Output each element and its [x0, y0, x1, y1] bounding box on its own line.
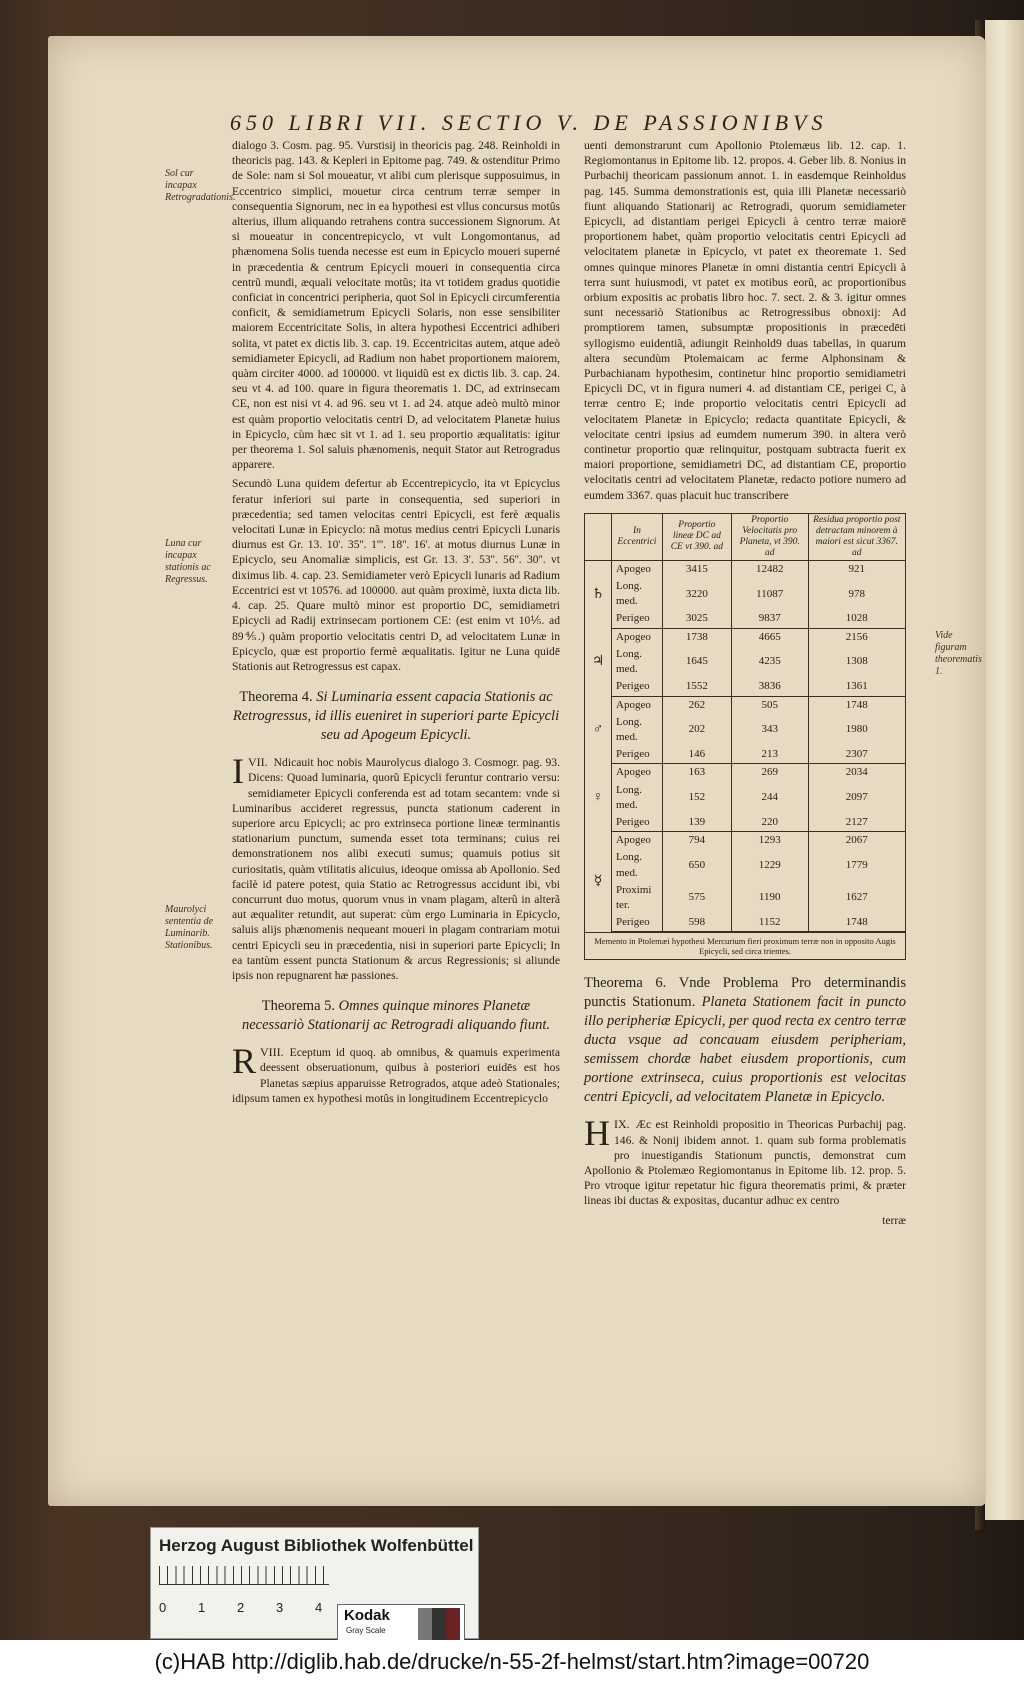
- margin-note-vide: Vide figuram theorematis 1.: [935, 630, 982, 677]
- row-label: Perigeo: [612, 814, 663, 832]
- table-cell: 2067: [808, 832, 905, 850]
- table-cell: 2127: [808, 814, 905, 832]
- gray-patch-red: [446, 1608, 460, 1642]
- table-cell: 139: [662, 814, 731, 832]
- row-label: Apogeo: [612, 764, 663, 782]
- planet-symbol: ♄: [591, 586, 605, 602]
- theorem-6-label: Theorema 6.: [584, 975, 667, 992]
- table-row: [585, 610, 905, 628]
- table-cell: 152: [662, 782, 731, 814]
- planet-symbol: ☿: [593, 874, 603, 890]
- ruler-number: 0: [159, 1600, 167, 1615]
- theorem-4-label: Theorema 4.: [239, 689, 313, 706]
- table-cell: 1748: [808, 914, 905, 932]
- row-label: Long. med.: [612, 849, 663, 881]
- section-9-dropcap: H: [584, 1113, 610, 1154]
- table-cell: 1190: [731, 882, 808, 914]
- row-label: Perigeo: [612, 678, 663, 696]
- table-cell: 978: [808, 578, 905, 610]
- table-cell: 650: [662, 849, 731, 881]
- margin-note-luna: Luna cur incapax stationis ac Regressus.: [165, 538, 211, 585]
- table-cell: 213: [731, 746, 808, 764]
- row-label: Long. med.: [612, 646, 663, 678]
- table-cell: 146: [662, 746, 731, 764]
- table-cell: 11087: [731, 578, 808, 610]
- table-row: [585, 560, 905, 578]
- planet-symbol: ♂: [592, 722, 604, 738]
- section-8-dropcap: R: [232, 1041, 257, 1082]
- table-cell: 794: [662, 832, 731, 850]
- left-paragraph-1: dialogo 3. Cosm. pag. 95. Vurstisij in theoricis pag. 248. Reinholdi in theoricis pag. 143. & Kepleri in Epitome pag. 749. & ostenditur Primo de Sole: nam si Sol moueatur, vt alibi cum plerisque supposuimus, in Eccentrico simplici, mouetur circa centrum terræ semper in consequentia Signorum, nec in ea hypothesi est vllus concursus motûs alterius, illum aliquando retrahens contra successionem Signorum. At si moueatur in concentrepicyclo, vt vult Longomontanus, ad phænomena Solis tuenda necesse est eum in Epicyclo moueri superné in præcedentia & centrum Epicycli moueri in consequentia circa centrũ mundi, æquali velocitate motûs; ita vt totidem gradus quotidie conficiat in concentrici peripheria, quot Sol in Epicycli circumferentia conficit, & semidiametrum Epicycli Solaris, non esse sensibiliter maiorem Eccentricitate Solis, in altera hypothesi Eccentrici adhiberi solita, vt patet ex dictis lib. 3. cap. 19. Eccentricitas autem, atque adeò semidiameter Epicycli, ad Radium non habet proportionem maiorem, quàm circiter 4000. ad 100000. vt liquidũ est ex dictis lib. 3. cap. 24. seu vt 4. ad 100. quare in figura theorematis 1. DC, ad extrinsecam CE, non est nisi vt 4. ad 96. seu vt 1. ad 24. atque adeò multò minor est quàm proportio velocitatis centri D, ad velocitatem Planetæ huius in Epicyclo, cùm hæc sit vt 1. ad 1. seu proportio æqualitatis: igitur per theorema 1. Sol saluis phænomenis, nequit Stator aut Retrogradus apparere.: [232, 139, 560, 472]
- section-7: [232, 751, 560, 983]
- table-cell: 2307: [808, 746, 905, 764]
- kodak-subtitle: Gray Scale: [346, 1626, 386, 1635]
- table-row: [585, 746, 905, 764]
- table-row: [585, 764, 905, 782]
- table-cell: 1980: [808, 714, 905, 746]
- table-cell: 505: [731, 696, 808, 714]
- theorem-6-text: Planeta Stationem facit in puncto illo peripheriæ Epicycli, per quod recta ex centro terræ ducta vsque ad concauam eiusdem peripheriam, semissem chordæ habet eiusdem proportionis, cum portione extrinseca, cuius proportionis est velocitas centri Epicycli, ad velocitatem Planetæ in Epicyclo.: [584, 994, 907, 1106]
- table-cell: 244: [731, 782, 808, 814]
- footer-url: (c)HAB http://diglib.hab.de/drucke/n-55-2f-helmst/start.htm?image=00720: [154, 1649, 870, 1674]
- table-cell: 4235: [731, 646, 808, 678]
- left-paragraph-2: Secundò Luna quidem defertur ab Eccentrepicyclo, ita vt Epicyclus feratur inferiori sui parte in consequentia, sed superiori in præcedentia; sed tamen velocitas centri Epicycli, est ferè æqualis velocitati Lunæ in Epicyclo: nã motus medius centri Epicycli Lunaris diurnus est Gr. 13. 10'. 35''. 1'''. 18''. 16'. at motus diurnus Lunæ in Epicyclo, seu Anomaliæ simplicis, est Gr. 13. 3'. 53''. 56''. 30''. vt diximus lib. 4. cap. 23. Semidiameter verò Epicycli lunaris ad Radium Eccentrici est vt 10576. ad 100000. aut quàm proximè, iuxta dicta lib. 4. cap. 25. Quare multò minor est proportio DC, semidiametri Epicycli ad Radij extrinsecam portionem CE: (est enim vt 10⅕. ad 89⅘.) quàm proportio velocitatis centri D, ad velocitatem Lunæ in Epicyclo, quæ est proportio fermè æqualitatis. Igitur ne Luna quidē Stationis aut Retrogressus est capax.: [232, 477, 560, 673]
- row-label: Apogeo: [612, 560, 663, 578]
- theorem-4: [232, 688, 560, 745]
- table-cell: 9837: [731, 610, 808, 628]
- table-cell: 343: [731, 714, 808, 746]
- table-cell: 12482: [731, 560, 808, 578]
- theorem-4-text: Si Luminaria essent capacia Stationis ac Retrogressus, id illis eueniret in superiori parte Epicycli seu ad Apogeum Epicycli.: [232, 689, 560, 744]
- section-8-text: Eceptum id quoq. ab omnibus, & quamuis experimenta deessent obseruationum, quibus à posteriori euidēs est hos Planetas sæpius apparuisse Retrogrados, atque adeò Stationales; idipsum tamen ex hypothesi motûs in longitudinem Eccentrepicyclo: [232, 1046, 560, 1105]
- scale-ruler: [159, 1566, 469, 1635]
- ruler-number: 1: [198, 1600, 206, 1615]
- table-header-row: [585, 514, 905, 561]
- stations-table: [584, 513, 906, 960]
- table-row: [585, 714, 905, 746]
- table-row: [585, 696, 905, 714]
- table-cell: 575: [662, 882, 731, 914]
- table-cell: 3836: [731, 678, 808, 696]
- theorem-6: [584, 974, 906, 1107]
- library-label-card: [150, 1527, 479, 1639]
- table-note: Memento in Ptolemæi hypothesi Mercurium fieri proximum terræ non in opposito Augis Epicycli, sed circa trientes.: [585, 932, 905, 959]
- section-7-dropcap: I: [232, 751, 244, 792]
- ruler-number: 3: [276, 1600, 284, 1615]
- table-cell: 269: [731, 764, 808, 782]
- kodak-brand: Kodak: [344, 1607, 390, 1624]
- table-row: [585, 882, 905, 914]
- table-body: [585, 560, 905, 931]
- table-cell: 921: [808, 560, 905, 578]
- table-cell: 598: [662, 914, 731, 932]
- ruler-ticks: [159, 1566, 329, 1585]
- theorem-5-label: Theorema 5.: [261, 998, 336, 1015]
- table-cell: 1552: [662, 678, 731, 696]
- table-cell: 1748: [808, 696, 905, 714]
- table-cell: 1779: [808, 849, 905, 881]
- row-label: Proximi ter.: [612, 882, 663, 914]
- stations-table-grid: [585, 514, 905, 932]
- table-cell: 3025: [662, 610, 731, 628]
- table-row: [585, 832, 905, 850]
- row-label: Apogeo: [612, 628, 663, 646]
- right-paragraph-1: uenti demonstrarunt cum Apollonio Ptolemæus lib. 12. cap. 1. Regiomontanus in Epitome lib. 12. propos. 4. Geber lib. 8. Nonius in Purbachij theoricam passionum annot. 1. in easdemque Reinholdus pag. 145. Summa demonstrationis est, quia illi Planetæ necessariò fiunt aliquando Stationarij ac Retrogradi, quorum semidiameter Epicycli, ad distantiam perigei Epicycli à centro terræ maiorē proportionem habet, quàm proportio velocitatis centri Epicycli ad velocitatem planetæ in Epicyclo, vt patet ex theoremate 1. Sed omnes quinque minores Planetæ in omni distantia centri Epicycli à terra sunt huiusmodi, vt patet ex motibus eorũ, ac proportionibus orbium expositis ac probatis libro hoc. 7. sect. 2. & 3. igitur omnes sunt necessariò Stationibus ac Retrogressibus obnoxij: Ad promptiorem tamen, subsumptæ propositionis in præcedēti syllogismo euidentiã, adiungit Reinhold9 duas tabellas, in quarum altera secundùm Ptolemaicam ac ferme Alphonsinam & Purbachianam hypothesim, continetur hinc proportio semidiametri Epicycli DC, vt in figura numeri 4. ad distantiam CE, perigei C, à terræ centro E; inde proportio velocitatis centri Epicycli ad velocitatem Planetæ in Epicyclo; redacta quantitate Epicycli, & velocitate centri ipsius ad eumdem numerum 390. in altera verò continetur proportio quæ relinquitur, postquam subtracta fuerit ex maiori proportione, semidiametri DC, ad distantiam CE, proportio velocitatis centri ad velocitatem Planetæ, redacto potiore numero ad eumdem 3367. quas placuit huc transcribere: [584, 139, 906, 502]
- theorem-5-text: Omnes quinque minores Planetæ necessariò Stationarij ac Retrogradi aliquando fiunt.: [242, 998, 550, 1034]
- table-header-0: In Eccentrici: [612, 514, 663, 561]
- row-label: Long. med.: [612, 714, 663, 746]
- planet-symbol: ♀: [592, 790, 604, 806]
- row-label: Long. med.: [612, 782, 663, 814]
- table-cell: 1361: [808, 678, 905, 696]
- table-header-2: Proportio Velocitatis pro Planeta, vt 390. ad: [731, 514, 808, 561]
- table-header-3: Residua proportio post detractam minorem à maiori est sicut 3367. ad: [808, 514, 905, 561]
- table-header-symbol: [585, 514, 612, 561]
- section-9-text: Æc est Reinholdi propositio in Theoricas Purbachij pag. 146. & Nonij ibidem annot. 1. quam sub forma problematis pro inuestigandis Stationum punctis, demonstrat cum Apollonio & Ptolemæo Regiomontanus in Epitome lib. 12. prop. 5. Pro vtroque igitur repetatur hic figura theorematis primi, & præter lineas ibi ductas & expositas, ducantur adhuc ex centro: [584, 1118, 906, 1208]
- planet-symbol: ♃: [591, 654, 605, 670]
- table-cell: 202: [662, 714, 731, 746]
- table-cell: 163: [662, 764, 731, 782]
- gray-patch-dark: [432, 1608, 446, 1642]
- gray-patch-light: [418, 1608, 432, 1642]
- ruler-number: 2: [237, 1600, 245, 1615]
- table-cell: 1308: [808, 646, 905, 678]
- facing-page-edge: [980, 20, 1024, 1520]
- table-cell: 2156: [808, 628, 905, 646]
- table-cell: 1229: [731, 849, 808, 881]
- table-cell: 1028: [808, 610, 905, 628]
- margin-note-sol: Sol cur incapax Retrogradationis.: [165, 168, 236, 203]
- table-row: [585, 914, 905, 932]
- table-row: [585, 646, 905, 678]
- section-8: [232, 1041, 560, 1106]
- theorem-6-lead: Vnde Problema Pro determinandis punctis Stationum.: [584, 975, 906, 1011]
- theorem-5: [232, 997, 560, 1035]
- table-row: [585, 578, 905, 610]
- table-cell: 1645: [662, 646, 731, 678]
- table-cell: 3220: [662, 578, 731, 610]
- section-9-number: IX.: [614, 1117, 630, 1132]
- table-cell: 3415: [662, 560, 731, 578]
- table-header-1: Proportio lineæ DC ad CE vt 390. ad: [662, 514, 731, 561]
- row-label: Apogeo: [612, 832, 663, 850]
- table-cell: 1738: [662, 628, 731, 646]
- catchword: terræ: [882, 1213, 906, 1227]
- left-column: [232, 138, 560, 1110]
- table-cell: 1152: [731, 914, 808, 932]
- row-label: Perigeo: [612, 610, 663, 628]
- section-7-text: Ndicauit hoc nobis Maurolycus dialogo 3. Cosmogr. pag. 93. Dicens: Quoad luminaria, quorũ Epicycli feruntur contrario versu: semidiameter Epicycli conferenda est ad totam secantem: vnde si Luminaribus accideret regressus, puncta stationum caderent in superiore arcu Epicycli; ac pro extrinseca portione lineæ terminantis stationarium punctum, sumenda esset tota terminans; cuius rei demonstrationem nos alibi executi sumus; quamuis potius sit curiositatis, quàm vtilitatis alicuius, ideoque omissa ab Apollonio. Sed facilè id patere potest, quia Statio ac Retrogressus accidunt ibi, vbi concurrunt duo motus, quorum vnus in vnam plagam, alterũ in alterã aut æqualiter retundit, aut superat: cùm ergo Luminaria in Epicyclo, saluis alijs phænomenis nequeant moueri in plagam contrariam motui centri Epicycli seu in præcedentia, nisi in superiori parte Epicycli; In ea tantùm essent puncta Stationum & arcus Regressionis; si aliunde ipsis non repugnarent hæ passiones.: [232, 756, 560, 982]
- row-label: Perigeo: [612, 914, 663, 932]
- table-row: [585, 628, 905, 646]
- table-row: [585, 678, 905, 696]
- section-7-number: VII.: [248, 755, 268, 770]
- table-cell: 220: [731, 814, 808, 832]
- library-label-title: Herzog August Bibliothek Wolfenbüttel: [159, 1536, 474, 1555]
- table-cell: 1293: [731, 832, 808, 850]
- section-8-number: VIII.: [260, 1045, 284, 1060]
- running-head: 650 LIBRI VII. SECTIO V. DE PASSIONIBVS: [230, 110, 828, 135]
- row-label: Apogeo: [612, 696, 663, 714]
- section-9: [584, 1113, 906, 1208]
- right-column: [584, 138, 906, 1228]
- margin-note-maurolyci: Maurolyci sententia de Luminarib. Stationibus.: [165, 904, 214, 951]
- row-label: Long. med.: [612, 578, 663, 610]
- table-cell: 2097: [808, 782, 905, 814]
- table-cell: 4665: [731, 628, 808, 646]
- row-label: Perigeo: [612, 746, 663, 764]
- table-row: [585, 814, 905, 832]
- table-cell: 262: [662, 696, 731, 714]
- table-cell: 2034: [808, 764, 905, 782]
- table-row: [585, 782, 905, 814]
- table-cell: 1627: [808, 882, 905, 914]
- table-row: [585, 849, 905, 881]
- ruler-number: 4: [315, 1600, 323, 1615]
